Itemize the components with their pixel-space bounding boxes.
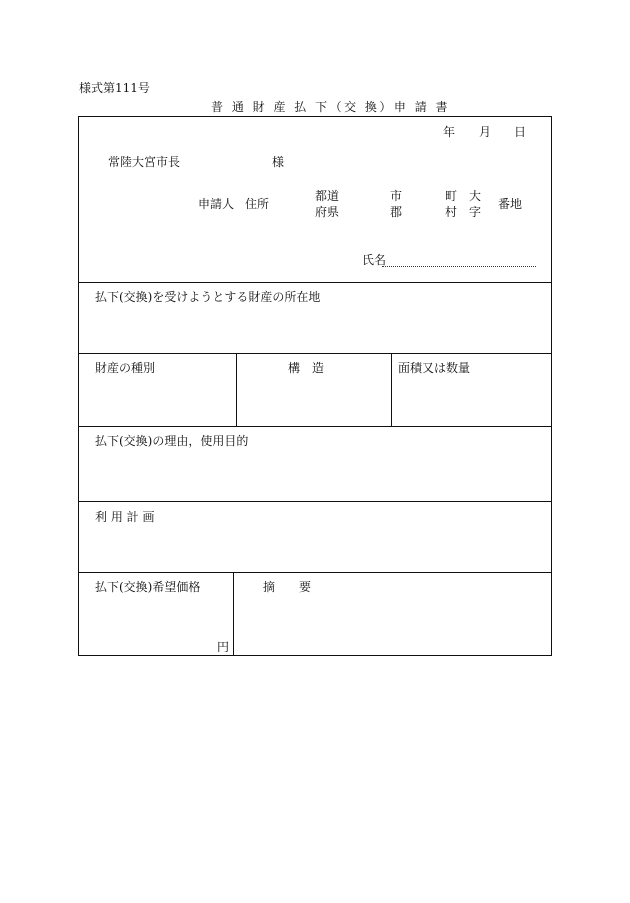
divider	[79, 572, 551, 573]
structure-label: 構 造	[288, 361, 325, 375]
property-type-label: 財産の種別	[95, 361, 156, 375]
divider	[79, 426, 551, 427]
month-label: 月	[479, 125, 492, 139]
year-label: 年	[443, 125, 456, 139]
application-form	[78, 116, 552, 656]
village-label: 村	[445, 205, 458, 219]
divider	[79, 353, 551, 354]
reason-purpose-field[interactable]	[79, 451, 551, 501]
address-label: 住所	[245, 197, 270, 211]
yen-unit: 円	[217, 640, 230, 654]
addressee-honorific: 様	[272, 155, 285, 169]
property-location-field[interactable]	[79, 307, 551, 353]
column-divider	[391, 353, 392, 426]
town-label: 町	[445, 189, 458, 203]
addressee-mayor: 常陸大宮市長	[108, 155, 181, 169]
name-label: 氏名	[362, 253, 387, 267]
divider	[79, 501, 551, 502]
name-signature-line[interactable]	[382, 266, 536, 267]
prefecture-label-top: 都道	[315, 189, 340, 203]
area-quantity-label: 面積又は数量	[398, 361, 471, 375]
lot-number-label: 番地	[498, 197, 523, 211]
aza-label: 字	[469, 205, 482, 219]
city-label: 市	[390, 189, 403, 203]
divider	[79, 282, 551, 283]
usage-plan-label: 利 用 計 画	[95, 510, 155, 524]
column-divider	[236, 353, 237, 426]
county-label: 郡	[390, 205, 403, 219]
form-number: 様式第111号	[79, 81, 150, 95]
oaza-label: 大	[469, 189, 482, 203]
prefecture-label-bottom: 府県	[315, 205, 340, 219]
usage-plan-field[interactable]	[79, 527, 551, 572]
reason-purpose-label: 払下(交換)の理由，使用目的	[95, 434, 249, 448]
form-title: 普 通 財 産 払 下（交 換）申 請 書	[211, 100, 451, 114]
property-location-label: 払下(交換)を受けようとする財産の所在地	[95, 290, 321, 304]
day-label: 日	[514, 125, 527, 139]
remarks-label: 摘 要	[263, 580, 312, 594]
desired-price-label: 払下(交換)希望価格	[95, 580, 201, 594]
applicant-label: 申請人	[198, 197, 235, 211]
column-divider	[233, 572, 234, 655]
